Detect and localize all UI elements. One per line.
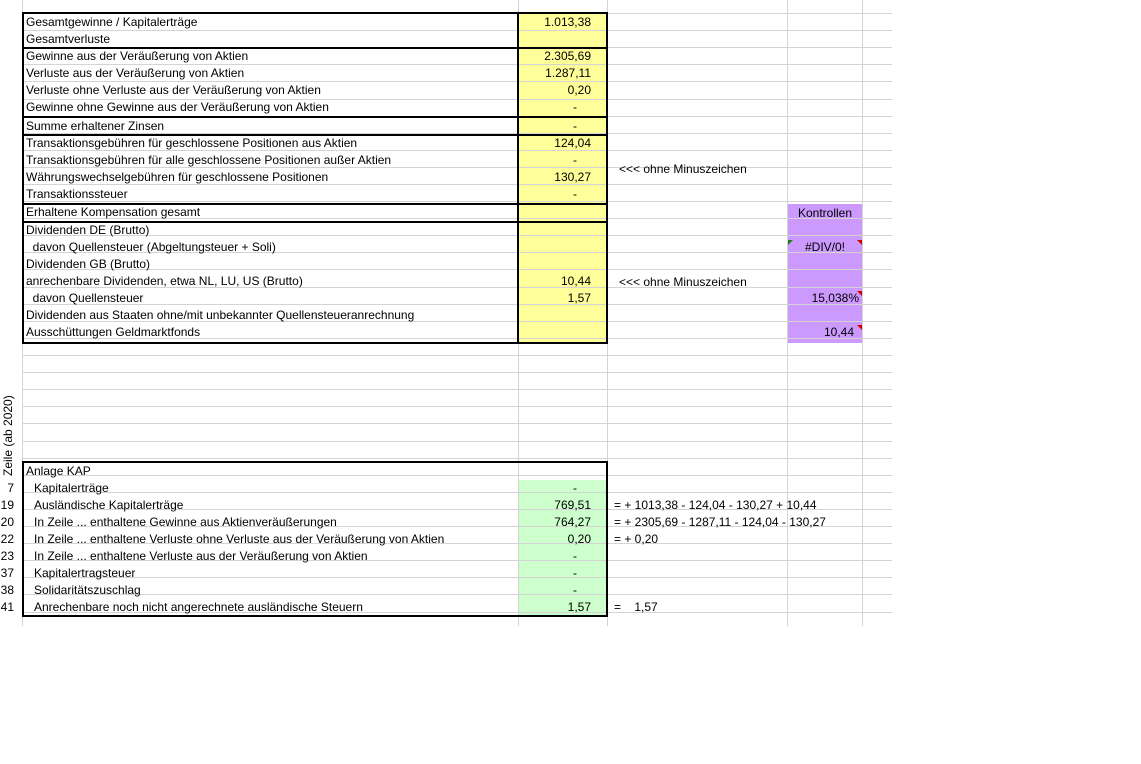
section-border xyxy=(22,203,608,205)
zeile-number[interactable]: 22 xyxy=(0,532,14,546)
kap-row-formula[interactable] xyxy=(614,480,864,497)
row-value[interactable] xyxy=(519,256,591,273)
row-gridline xyxy=(22,458,892,459)
row-gridline xyxy=(22,423,892,424)
kap-row-value[interactable]: - xyxy=(573,549,577,563)
kap-row-value[interactable]: 0,20 xyxy=(567,532,591,546)
kap-row-formula[interactable] xyxy=(614,548,864,565)
row-label[interactable]: Transaktionsgebühren für alle geschlossene Positionen außer Aktien xyxy=(26,153,392,167)
kap-row-value[interactable]: - xyxy=(573,566,577,580)
row-label[interactable]: Gewinne ohne Gewinne aus der Veräußerung von Aktien xyxy=(26,100,329,114)
row-value[interactable]: - xyxy=(573,100,577,114)
column-gridline xyxy=(607,0,608,626)
comment-indicator-icon[interactable] xyxy=(788,240,793,245)
row-label[interactable]: Dividenden DE (Brutto) xyxy=(26,223,150,237)
row-label[interactable]: Verluste aus der Veräußerung von Aktien xyxy=(26,66,245,80)
row-gridline xyxy=(22,406,892,407)
row-value[interactable]: 10,44 xyxy=(560,274,591,288)
row-label[interactable]: Summe erhaltener Zinsen xyxy=(26,119,165,133)
section-border xyxy=(22,47,608,49)
kap-row-formula[interactable] xyxy=(614,565,864,582)
row-gridline xyxy=(22,389,892,390)
row-gridline xyxy=(22,372,892,373)
row-value[interactable]: - xyxy=(573,187,577,201)
zeile-column-label: Zeile (ab 2020) xyxy=(1,395,15,476)
kap-row-formula[interactable] xyxy=(614,582,864,599)
kap-row-formula[interactable]: = + 2305,69 - 1287,11 - 124,04 - 130,27 xyxy=(614,515,826,529)
kontrollen-fill xyxy=(788,204,862,343)
kap-row-value[interactable]: - xyxy=(573,583,577,597)
zeile-number[interactable]: 37 xyxy=(0,566,14,580)
row-label[interactable]: Transaktionssteuer xyxy=(26,187,128,201)
section-border xyxy=(22,134,608,136)
row-gridline xyxy=(22,355,892,356)
kap-row-label[interactable]: Kapitalerträge xyxy=(34,481,109,495)
row-value[interactable]: 0,20 xyxy=(567,83,591,97)
kap-row-label[interactable]: In Zeile ... enthaltene Verluste aus der Veräußerung von Aktien xyxy=(34,549,368,563)
column-gridline xyxy=(22,0,23,626)
kontrollen-div-error[interactable]: #DIV/0! xyxy=(804,240,846,254)
row-label[interactable]: Währungswechselgebühren für geschlossene Positionen xyxy=(26,170,329,184)
kap-row-label[interactable]: In Zeile ... enthaltene Verluste ohne Verluste aus der Veräußerung von Aktien xyxy=(34,532,445,546)
kap-row-label[interactable]: Ausländische Kapitalerträge xyxy=(34,498,184,512)
kap-row-formula[interactable]: = + 0,20 xyxy=(614,532,659,546)
row-label[interactable]: Ausschüttungen Geldmarktfonds xyxy=(26,325,201,339)
section-border xyxy=(22,221,608,223)
kap-row-formula[interactable]: = + 1013,38 - 124,04 - 130,27 + 10,44 xyxy=(614,498,817,512)
kap-row-formula[interactable]: = 1,57 xyxy=(614,600,658,614)
anlage-kap-title[interactable]: Anlage KAP xyxy=(26,464,91,478)
zeile-number[interactable]: 23 xyxy=(0,549,14,563)
row-label[interactable]: Dividenden aus Staaten ohne/mit unbekannter Quellensteueranrechnung xyxy=(26,308,415,322)
row-label[interactable]: Dividenden GB (Brutto) xyxy=(26,257,151,271)
row-value[interactable] xyxy=(519,239,591,256)
zeile-number[interactable]: 38 xyxy=(0,583,14,597)
kap-row-label[interactable]: Solidaritätszuschlag xyxy=(34,583,141,597)
kontrollen-sum[interactable]: 10,44 xyxy=(823,325,854,339)
row-value[interactable]: - xyxy=(573,119,577,133)
comment-indicator-icon[interactable] xyxy=(857,291,862,296)
kap-row-label[interactable]: Anrechenbare noch nicht angerechnete ausländische Steuern xyxy=(34,600,363,614)
kap-row-label[interactable]: In Zeile ... enthaltene Gewinne aus Aktienveräußerungen xyxy=(34,515,337,529)
row-value[interactable]: 1,57 xyxy=(567,291,591,305)
row-label[interactable]: Gewinne aus der Veräußerung von Aktien xyxy=(26,49,249,63)
kap-row-value[interactable]: 1,57 xyxy=(567,600,591,614)
row-value[interactable] xyxy=(519,204,591,221)
row-value[interactable]: 1.287,11 xyxy=(545,66,591,80)
row-value[interactable]: 2.305,69 xyxy=(544,49,591,63)
row-label[interactable]: Verluste ohne Verluste aus der Veräußerung von Aktien xyxy=(26,83,321,97)
row-value[interactable] xyxy=(519,324,591,341)
row-label[interactable]: Gesamtgewinne / Kapitalerträge xyxy=(26,15,198,29)
row-label[interactable]: Transaktionsgebühren für geschlossene Positionen aus Aktien xyxy=(26,136,358,150)
kontrollen-header[interactable]: Kontrollen xyxy=(797,206,853,220)
zeile-number[interactable]: 7 xyxy=(7,481,14,495)
row-value[interactable]: 1.013,38 xyxy=(544,15,591,29)
row-value[interactable]: 130,27 xyxy=(554,170,591,184)
zeile-number[interactable]: 41 xyxy=(0,600,14,614)
comment-indicator-icon[interactable] xyxy=(857,325,862,330)
row-label[interactable]: Gesamtverluste xyxy=(26,32,111,46)
row-value[interactable] xyxy=(519,222,591,239)
row-gridline xyxy=(22,441,892,442)
row-value[interactable]: 124,04 xyxy=(554,136,591,150)
zeile-number[interactable]: 19 xyxy=(0,498,14,512)
row-label[interactable]: anrechenbare Dividenden, etwa NL, LU, US (Brutto) xyxy=(26,274,303,288)
kap-row-value[interactable]: - xyxy=(573,481,577,495)
zeile-number[interactable]: 20 xyxy=(0,515,14,529)
row-value[interactable] xyxy=(519,307,591,324)
kontrollen-percent[interactable]: 15,038% xyxy=(811,291,859,305)
row-label[interactable]: davon Quellensteuer (Abgeltungsteuer + Soli) xyxy=(26,240,276,254)
note-ohne-minuszeichen[interactable]: <<< ohne Minuszeichen xyxy=(619,275,747,289)
kap-row-value[interactable]: 769,51 xyxy=(554,498,591,512)
kap-row-value[interactable]: 764,27 xyxy=(554,515,591,529)
comment-indicator-icon[interactable] xyxy=(857,240,862,245)
row-value[interactable] xyxy=(519,31,591,48)
row-value[interactable]: - xyxy=(573,153,577,167)
note-ohne-minuszeichen[interactable]: <<< ohne Minuszeichen xyxy=(619,162,747,176)
row-label[interactable]: Erhaltene Kompensation gesamt xyxy=(26,205,201,219)
section-border xyxy=(22,116,608,118)
value-column-border xyxy=(517,12,519,344)
row-label[interactable]: davon Quellensteuer xyxy=(26,291,144,305)
kap-row-label[interactable]: Kapitalertragsteuer xyxy=(34,566,136,580)
